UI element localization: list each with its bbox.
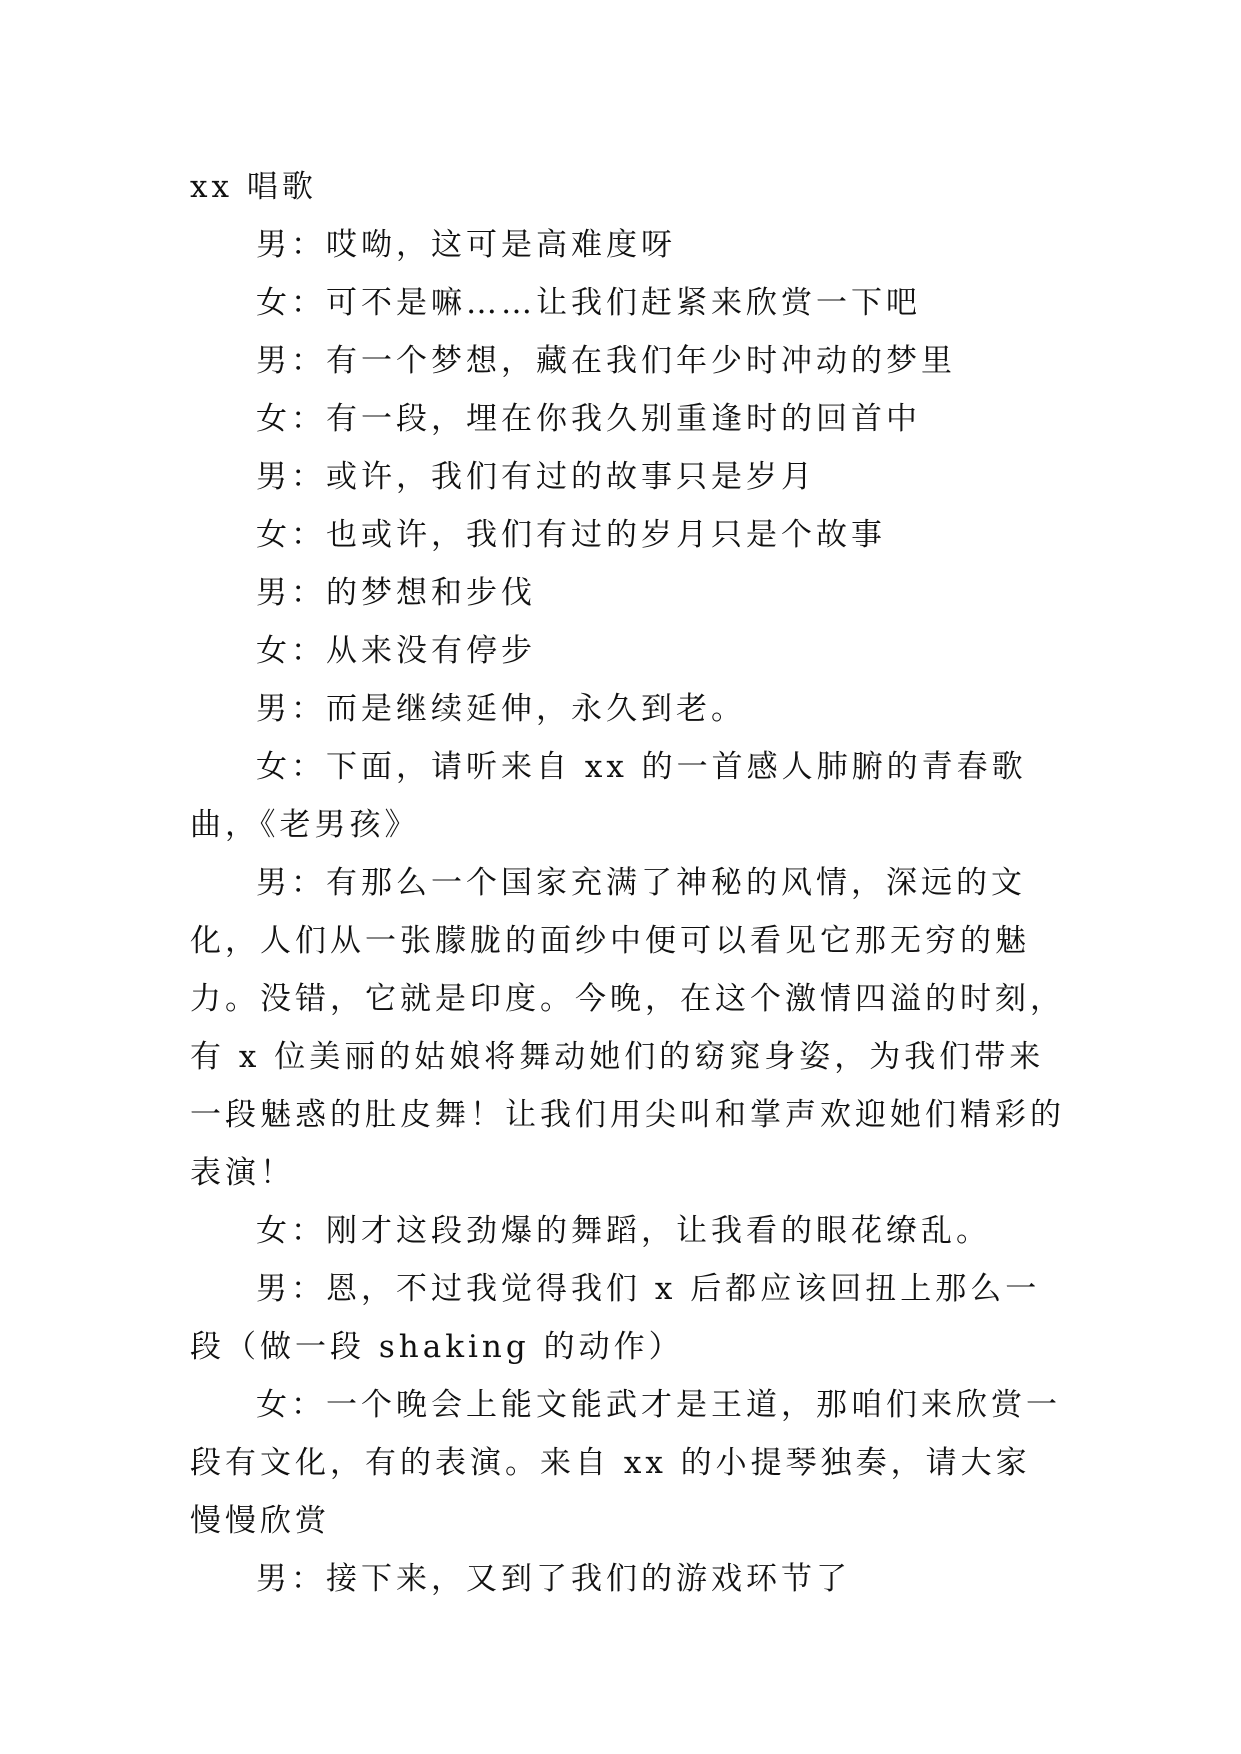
dialogue-line: 男：有那么一个国家充满了神秘的风情，深远的文化，人们从一张朦胧的面纱中便可以看见它那无穷的魅力。没错，它就是印度。今晚，在这个激情四溢的时刻，有 x 位美丽的姑娘将舞动她们的窈窕身姿，为我们带来一段魅惑的肚皮舞！让我们用尖叫和掌声欢迎她们精彩的表演！	[190, 865, 1065, 1191]
dialogue-line: 男：的梦想和步伐	[256, 575, 536, 611]
dialogue-line: 女：可不是嘛……让我们赶紧来欣赏一下吧	[256, 285, 921, 321]
dialogue-line: 女：也或许，我们有过的岁月只是个故事	[256, 517, 886, 553]
paragraph-heading: xx 唱歌	[190, 169, 317, 205]
dialogue-line: 男：或许，我们有过的故事只是岁月	[256, 459, 816, 495]
dialogue-line: 女：从来没有停步	[256, 633, 536, 669]
dialogue-line: 男：接下来，又到了我们的游戏环节了	[256, 1561, 851, 1597]
dialogue-line: 女：有一段，埋在你我久别重逢时的回首中	[256, 401, 921, 437]
dialogue-line: 男：有一个梦想，藏在我们年少时冲动的梦里	[256, 343, 956, 379]
dialogue-line: 男：哎呦，这可是高难度呀	[256, 227, 676, 263]
dialogue-line: 男：恩，不过我觉得我们 x 后都应该回扭上那么一段（做一段 shaking 的动作）	[190, 1271, 1041, 1365]
dialogue-line: 女：刚才这段劲爆的舞蹈，让我看的眼花缭乱。	[256, 1213, 991, 1249]
dialogue-line: 男：而是继续延伸，永久到老。	[256, 691, 746, 727]
document-body	[190, 158, 1065, 1608]
dialogue-line: 女：下面，请听来自 xx 的一首感人肺腑的青春歌曲，《老男孩》	[190, 749, 1027, 843]
dialogue-line: 女：一个晚会上能文能武才是王道，那咱们来欣赏一段有文化，有的表演。来自 xx 的小提琴独奏，请大家慢慢欣赏	[190, 1387, 1061, 1539]
